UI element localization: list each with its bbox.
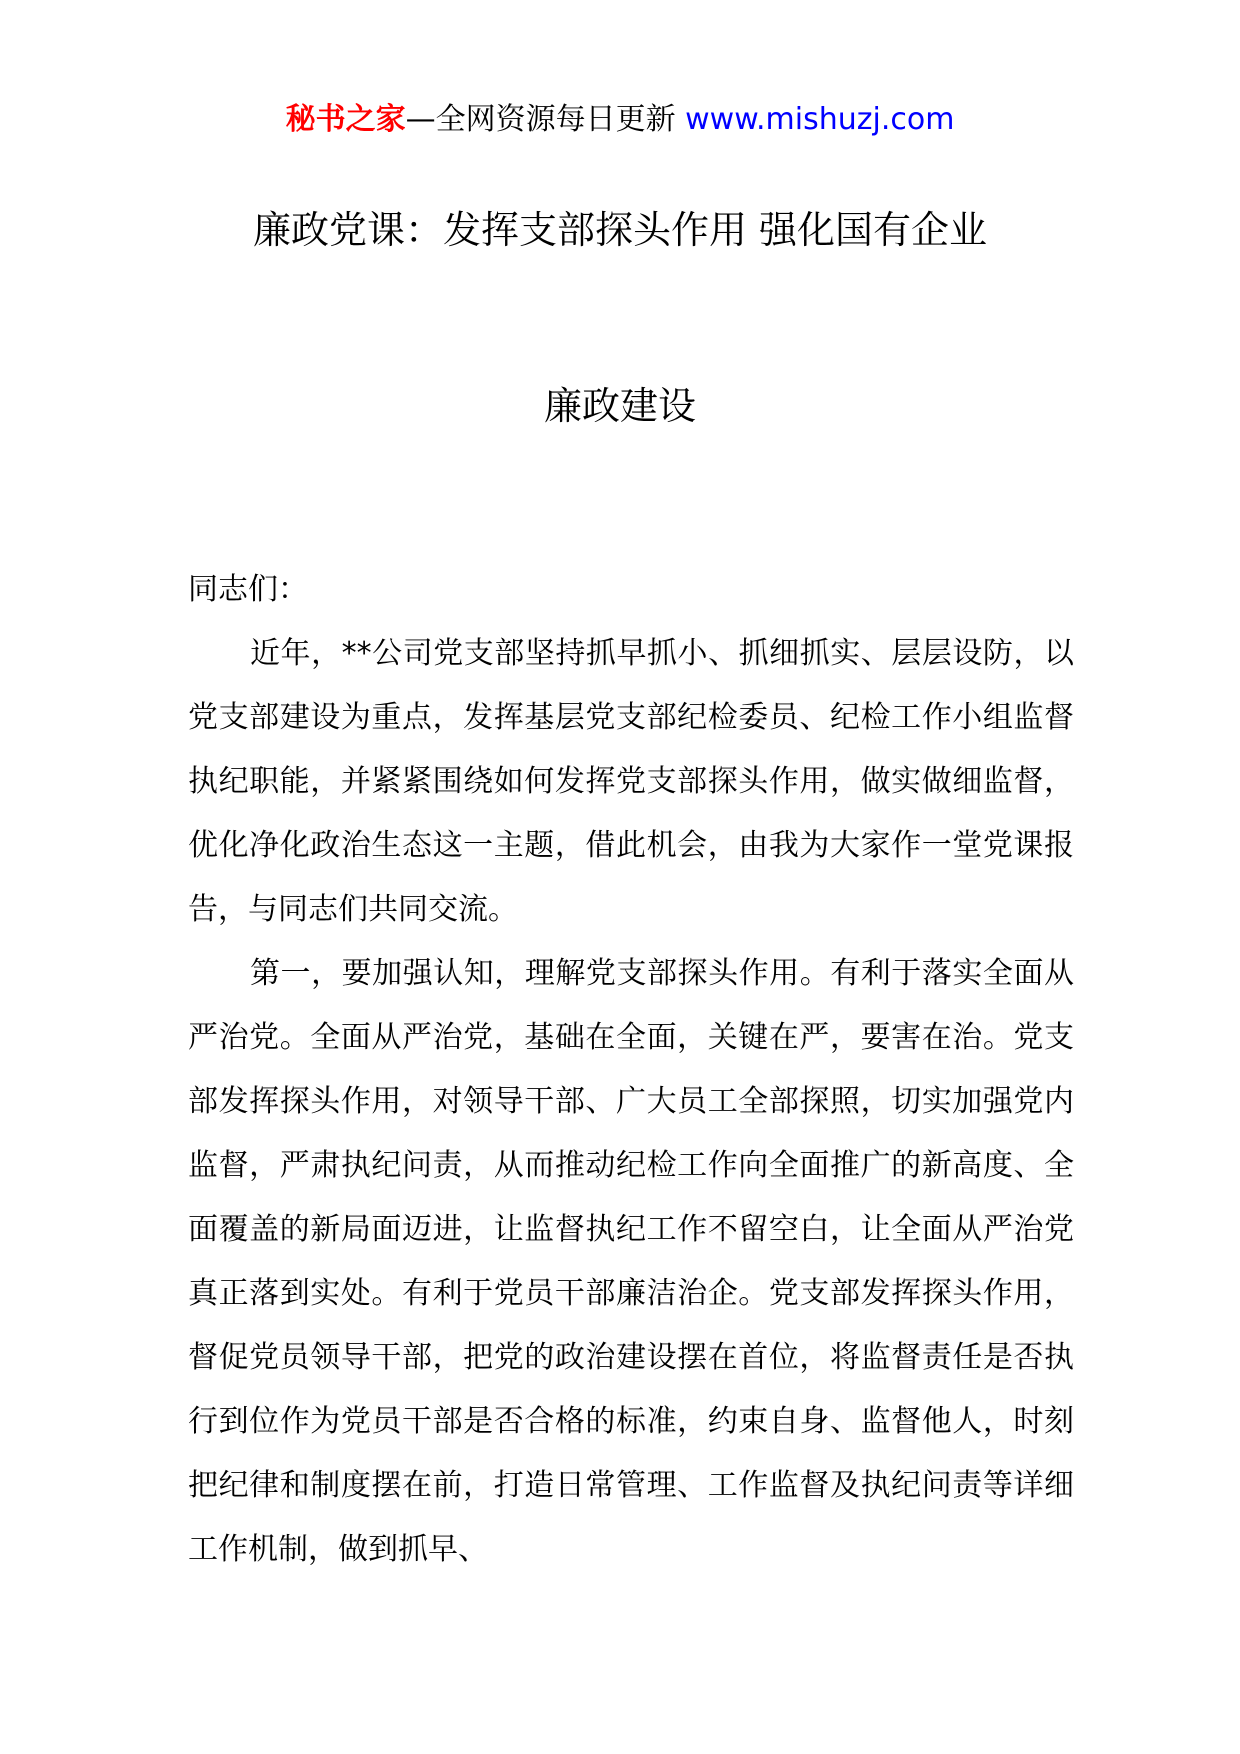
document-body <box>188 558 1074 1582</box>
document-title-line-2: 廉政建设 <box>543 384 696 428</box>
document-title-line-1: 廉政党课：发挥支部探头作用 强化国有企业 <box>252 208 988 252</box>
site-url: www.mishuzj.com <box>685 102 955 137</box>
site-brand: 秘书之家 <box>285 102 406 137</box>
site-tagline: —全网资源每日更新 <box>405 102 686 137</box>
salutation: 同志们： <box>188 572 308 607</box>
site-header <box>0 100 1240 140</box>
paragraph-intro: 近年，**公司党支部坚持抓早抓小、抓细抓实、层层设防，以党支部建设为重点，发挥基层党支部纪检委员、纪检工作小组监督执纪职能，并紧紧围绕如何发挥党支部探头作用，做实做细监督，优化净化政治生态这一主题，借此机会，由我为大家作一堂党课报告，与同志们共同交流。 <box>188 636 1074 927</box>
paragraph-first-point: 第一，要加强认知，理解党支部探头作用。有利于落实全面从严治党。全面从严治党，基础在全面，关键在严，要害在治。党支部发挥探头作用，对领导干部、广大员工全部探照，切实加强党内监督，严肃执纪问责，从而推动纪检工作向全面推广的新高度、全面覆盖的新局面迈进，让监督执纪工作不留空白，让全面从严治党真正落到实处。有利于党员干部廉洁治企。党支部发挥探头作用，督促党员领导干部，把党的政治建设摆在首位，将监督责任是否执行到位作为党员干部是否合格的标准，约束自身、监督他人，时刻把纪律和制度摆在前，打造日常管理、工作监督及执纪问责等详细工作机制，做到抓早、 <box>188 956 1074 1567</box>
